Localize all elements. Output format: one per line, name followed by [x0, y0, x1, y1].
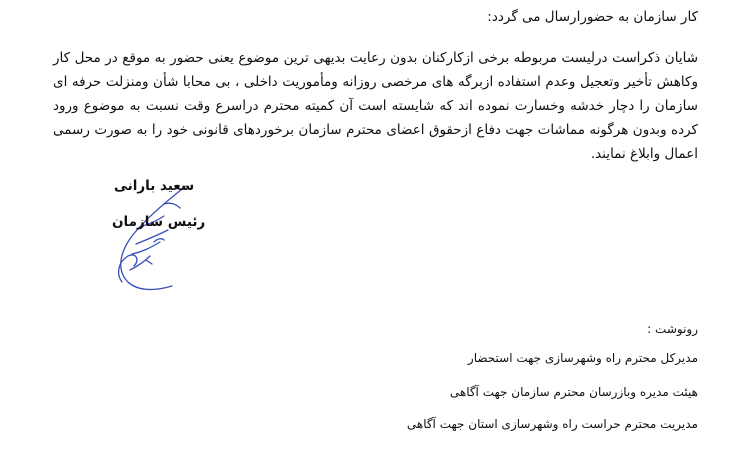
cc-recipient: هیئت مدیره وبازرسان محترم سازمان جهت آگاهی	[449, 385, 698, 399]
signer-title: رئیس سازمان	[112, 214, 206, 230]
handwritten-signature-icon	[106, 178, 196, 298]
letter-intro: کار سازمان به حضورارسال می گردد:	[487, 9, 698, 25]
cc-label: رونوشت :	[647, 322, 698, 336]
cc-recipient: مدیریت محترم حراست راه وشهرسازی استان جهت آگاهی	[406, 417, 698, 431]
signer-name: سعید بارانی	[114, 178, 195, 194]
cc-recipient: مدیرکل محترم راه وشهرسازی جهت استحضار	[467, 351, 698, 365]
letter-body: شایان ذکراست درلیست مربوطه برخی ازکارکنان بدون رعایت بدیهی ترین موضوع یعنی حضور به موقع در محل کار وکاهش تأخیر وتعجیل وعدم استفاده ازبرگه های مرخصی روزانه ومأموریت داخلی ، بی محابا شأن ومنزلت حرفه ای سازمان را دچار خدشه وخسارت نموده اند که شایسته است آن کمیته محترم دراسرع وقت نسبت به موضوع ورود کرده وبدون هرگونه مماشات جهت دفاع ازحقوق اعضای محترم سازمان برخوردهای قانونی خود را به صورت رسمی اعمال وابلاغ نمایند.	[53, 50, 698, 162]
signature-block	[96, 172, 206, 302]
